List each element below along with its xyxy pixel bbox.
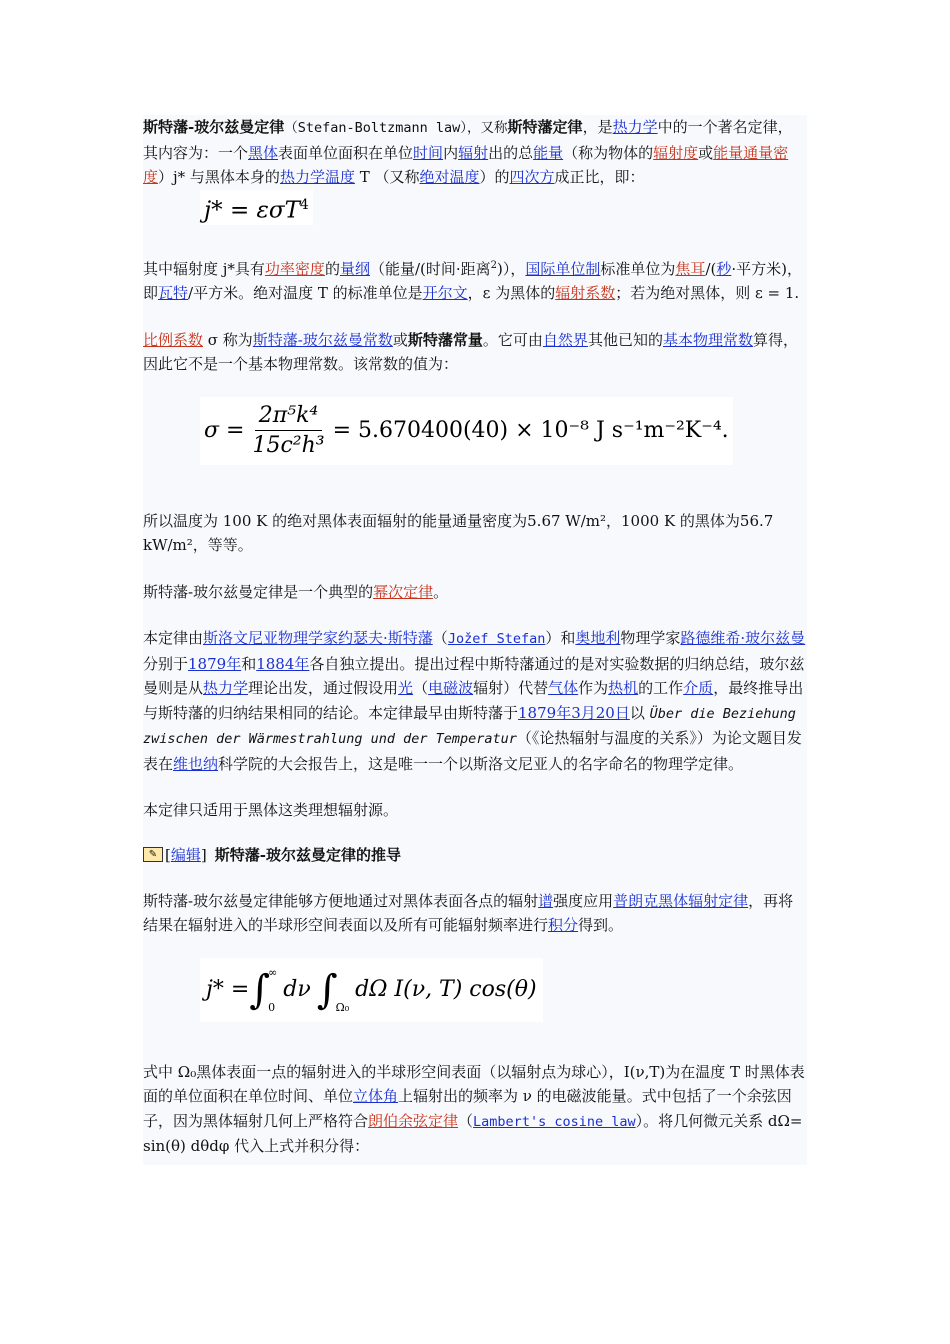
link-power-law[interactable]: 幂次定律 <box>373 582 434 601</box>
edit-link[interactable]: 编辑 <box>170 845 201 864</box>
text: （Stefan-Boltzmann law），又称 <box>284 120 508 136</box>
link-thermodynamic-temperature[interactable]: 热力学温度 <box>279 168 355 186</box>
equation-lhs: j* = <box>206 977 250 1002</box>
link-dimension[interactable]: 量纲 <box>339 259 370 278</box>
link-radiation[interactable]: 辐射 <box>458 143 489 162</box>
text: （能量/(时间·距离 <box>369 259 491 278</box>
text: （ <box>432 629 448 647</box>
text: ，是 <box>582 118 613 136</box>
term-stefan-law: 斯特藩定律 <box>507 118 583 136</box>
equation-stefan-law <box>200 190 313 226</box>
text: （ <box>458 1111 474 1130</box>
paragraph-power-law <box>143 580 807 605</box>
link-jozef-stefan[interactable]: 斯洛文尼亚物理学家约瑟夫·斯特藩 <box>203 629 433 647</box>
link-thermodynamics-2[interactable]: 热力学 <box>203 679 249 697</box>
upper-limit: ∞ <box>268 965 278 979</box>
edit-bracket-open: [ <box>165 845 171 864</box>
text: 的 <box>324 259 340 278</box>
text: 的工作 <box>638 679 684 697</box>
text: )）， <box>497 259 526 278</box>
link-fundamental-constants[interactable]: 基本物理常数 <box>662 330 753 349</box>
text: 理论出发，通过假设用 <box>248 679 399 697</box>
text: 强度应用 <box>553 891 614 910</box>
text: ，再将结果在辐射进入的半球形空间表面以及所有可能辐射频率进行 <box>143 891 794 934</box>
paragraph-definition <box>143 115 807 190</box>
text: （ <box>413 679 429 697</box>
equation-exponent: 4 <box>299 196 309 213</box>
link-time[interactable]: 时间 <box>413 143 444 162</box>
text: 科学院的大会报告上，这是唯一一个以斯洛文尼亚人的名字命名的物理学定律。 <box>218 754 744 773</box>
edit-icon[interactable]: ✎ <box>143 847 163 862</box>
link-1879-march-20[interactable]: 1879年3月20日 <box>518 703 630 722</box>
superscript: 2 <box>490 259 498 271</box>
link-ludwig-boltzmann[interactable]: 路德维希·玻尔兹曼 <box>680 629 806 647</box>
fraction <box>248 403 328 458</box>
text: （称为物体的 <box>563 143 654 162</box>
link-vienna[interactable]: 维也纳 <box>173 754 219 773</box>
text: 和 <box>241 654 257 673</box>
text: ；若为绝对黑体，则 ε = 1. <box>615 284 800 302</box>
text: 其中辐射度 j*具有 <box>143 259 265 278</box>
fraction-numerator: 2π⁵k⁴ <box>255 403 322 431</box>
text: 斯特藩-玻尔兹曼定律是一个典型的 <box>143 582 374 601</box>
text: ·平方米)，即 <box>143 259 802 302</box>
equation-differential: dν <box>283 977 311 1002</box>
paragraph-constant <box>143 328 807 377</box>
text: ，ε 为黑体的 <box>467 284 556 302</box>
text: 标准单位为 <box>600 259 676 278</box>
text: ）的 <box>479 168 510 186</box>
link-joule[interactable]: 焦耳 <box>675 259 706 278</box>
text: 内 <box>443 143 459 162</box>
text: 以 <box>629 703 650 722</box>
link-spectrum[interactable]: 谱 <box>538 891 554 910</box>
text: 物理学家 <box>620 629 681 647</box>
link-kelvin[interactable]: 开尔文 <box>422 284 468 302</box>
link-energy-flux-density[interactable]: 能量通量密度 <box>143 143 789 186</box>
equation-integrand: dΩ I(ν, T) cos(θ) <box>355 977 537 1002</box>
equation-lhs: σ = <box>204 418 245 443</box>
paragraph-example <box>143 509 807 558</box>
text: 本定律由 <box>143 629 204 647</box>
text: 得到。 <box>578 916 624 934</box>
text: 所以温度为 100 K 的绝对黑体表面辐射的能量通量密度为5.67 W/m²，1000 K 的黑体为56.7 kW/m²，等等。 <box>143 511 774 554</box>
integral-sign: ∫ <box>316 966 338 1013</box>
paper-title-german: Über die Beziehung zwischen der Wärmestrahlung und der Temperatur <box>143 705 796 747</box>
text: ，最终推导出与斯特藩的归纳结果相同的结论。本定律最早由斯特藩于 <box>143 679 804 722</box>
text: 表面单位面积在单位 <box>278 143 414 162</box>
link-emissivity[interactable]: 辐射系数 <box>555 284 616 302</box>
text: 中的一个著名定律，其内容为：一个 <box>143 118 793 162</box>
article-body <box>143 115 807 1165</box>
term-stefan-boltzmann-law: 斯特藩-玻尔兹曼定律 <box>143 118 285 136</box>
link-thermodynamics[interactable]: 热力学 <box>612 118 658 136</box>
text: 式中 Ω₀黑体表面一点的辐射进入的半球形空间表面（以辐射点为球心），I(ν,T)为在温度 T 时黑体表面的单位面积在单位时间、单位 <box>143 1062 805 1105</box>
link-si-units[interactable]: 国际单位制 <box>525 259 601 278</box>
paragraph-derivation <box>143 889 807 938</box>
text: 分别于 <box>143 654 189 673</box>
link-radiance[interactable]: 辐射度 <box>653 143 699 162</box>
link-1879[interactable]: 1879年 <box>188 654 242 673</box>
text: 上辐射出的频率为 ν 的电磁波能量。式中包括了一个余弦因子，因为黑体辐射几何上严格符合 <box>143 1087 792 1130</box>
equation-sigma-value <box>200 397 733 465</box>
text: /( <box>705 259 717 278</box>
text: 成正比，即： <box>554 168 645 186</box>
link-energy[interactable]: 能量 <box>533 143 564 162</box>
link-proportionality-constant[interactable]: 比例系数 <box>143 330 204 349</box>
link-gas[interactable]: 气体 <box>548 679 579 697</box>
link-watt[interactable]: 瓦特 <box>158 284 189 302</box>
paragraph-history <box>143 626 807 776</box>
text: ）j* 与黑体本身的 <box>158 168 280 186</box>
term-stefan-constant: 斯特藩常量 <box>407 330 483 349</box>
text: /平方米。绝对温度 T 的标准单位是 <box>188 284 423 302</box>
link-black-body[interactable]: 黑体 <box>248 143 279 162</box>
equation-integral <box>200 958 543 1022</box>
text: 辐射）代替 <box>473 679 549 697</box>
link-second[interactable]: 秒 <box>716 259 732 278</box>
link-fourth-power[interactable]: 四次方 <box>509 168 555 186</box>
lower-limit: Ω₀ <box>335 1000 350 1014</box>
text: 算得，因此它不是一个基本物理常数。该常数的值为： <box>143 330 798 373</box>
link-medium[interactable]: 介质 <box>683 679 714 697</box>
integral-limits <box>336 966 350 1014</box>
link-solid-angle[interactable]: 立体角 <box>353 1087 399 1105</box>
link-light[interactable]: 光 <box>398 679 414 697</box>
section-title: 斯特藩-玻尔兹曼定律的推导 <box>214 845 401 864</box>
text: 作为 <box>578 679 609 697</box>
link-stefan-boltzmann-constant[interactable]: 斯特藩-玻尔兹曼常数 <box>252 330 393 349</box>
text: 其他已知的 <box>587 330 663 349</box>
link-power-density[interactable]: 功率密度 <box>264 259 325 278</box>
link-electromagnetic-wave[interactable]: 电磁波 <box>428 679 474 697</box>
lower-limit: 0 <box>268 1000 276 1014</box>
equation-rhs: = 5.670400(40) × 10⁻⁸ J s⁻¹m⁻²K⁻⁴. <box>332 418 729 443</box>
link-lambert-cosine-law[interactable]: 朗伯余弦定律 <box>368 1111 459 1130</box>
text: 或 <box>392 330 408 349</box>
equation-text: j* = εσT <box>204 197 300 224</box>
text: 本定律只适用于黑体这类理想辐射源。 <box>143 801 399 819</box>
text: 。它可由 <box>482 330 543 349</box>
section-heading-derivation <box>143 843 807 867</box>
integral-sign: ∫ <box>249 966 271 1013</box>
link-integral[interactable]: 积分 <box>548 916 579 934</box>
integral-limits <box>268 966 277 1014</box>
text: 斯特藩-玻尔兹曼定律能够方便地通过对黑体表面各点的辐射 <box>143 891 539 910</box>
fraction-denominator: 15c²h³ <box>252 433 325 458</box>
text: 。 <box>433 582 449 601</box>
text: （《论热辐射与温度的关系》）为论文题目发表在 <box>143 729 802 773</box>
text: 出的总 <box>488 143 534 162</box>
link-1884[interactable]: 1884年 <box>256 654 310 673</box>
link-planck-law[interactable]: 普朗克黑体辐射定律 <box>613 891 749 910</box>
text: ）。将几何微元关系 dΩ= sin(θ) dθdφ 代入上式并积分得： <box>143 1111 803 1155</box>
text: 各自独立提出。提出过程中斯特藩通过的是对实验数据的归纳总结，玻尔兹曼则是从 <box>143 654 805 697</box>
link-nature[interactable]: 自然界 <box>542 330 588 349</box>
paragraph-scope <box>143 798 807 823</box>
link-jozef-stefan-latin[interactable]: Jožef Stefan <box>447 631 546 647</box>
text: σ 称为 <box>203 330 253 349</box>
edit-bracket-close: ] <box>200 845 207 864</box>
text: ）和 <box>545 629 576 647</box>
link-lambert-cosine-law-en[interactable]: Lambert's cosine law <box>473 1113 636 1130</box>
link-heat-engine[interactable]: 热机 <box>608 679 639 697</box>
paragraph-units <box>143 254 807 306</box>
link-absolute-temperature[interactable]: 绝对温度 <box>419 168 480 186</box>
link-austria[interactable]: 奥地利 <box>575 629 621 647</box>
paragraph-explanation <box>143 1060 807 1159</box>
text: T （又称 <box>354 168 420 186</box>
text: 或 <box>698 143 714 162</box>
